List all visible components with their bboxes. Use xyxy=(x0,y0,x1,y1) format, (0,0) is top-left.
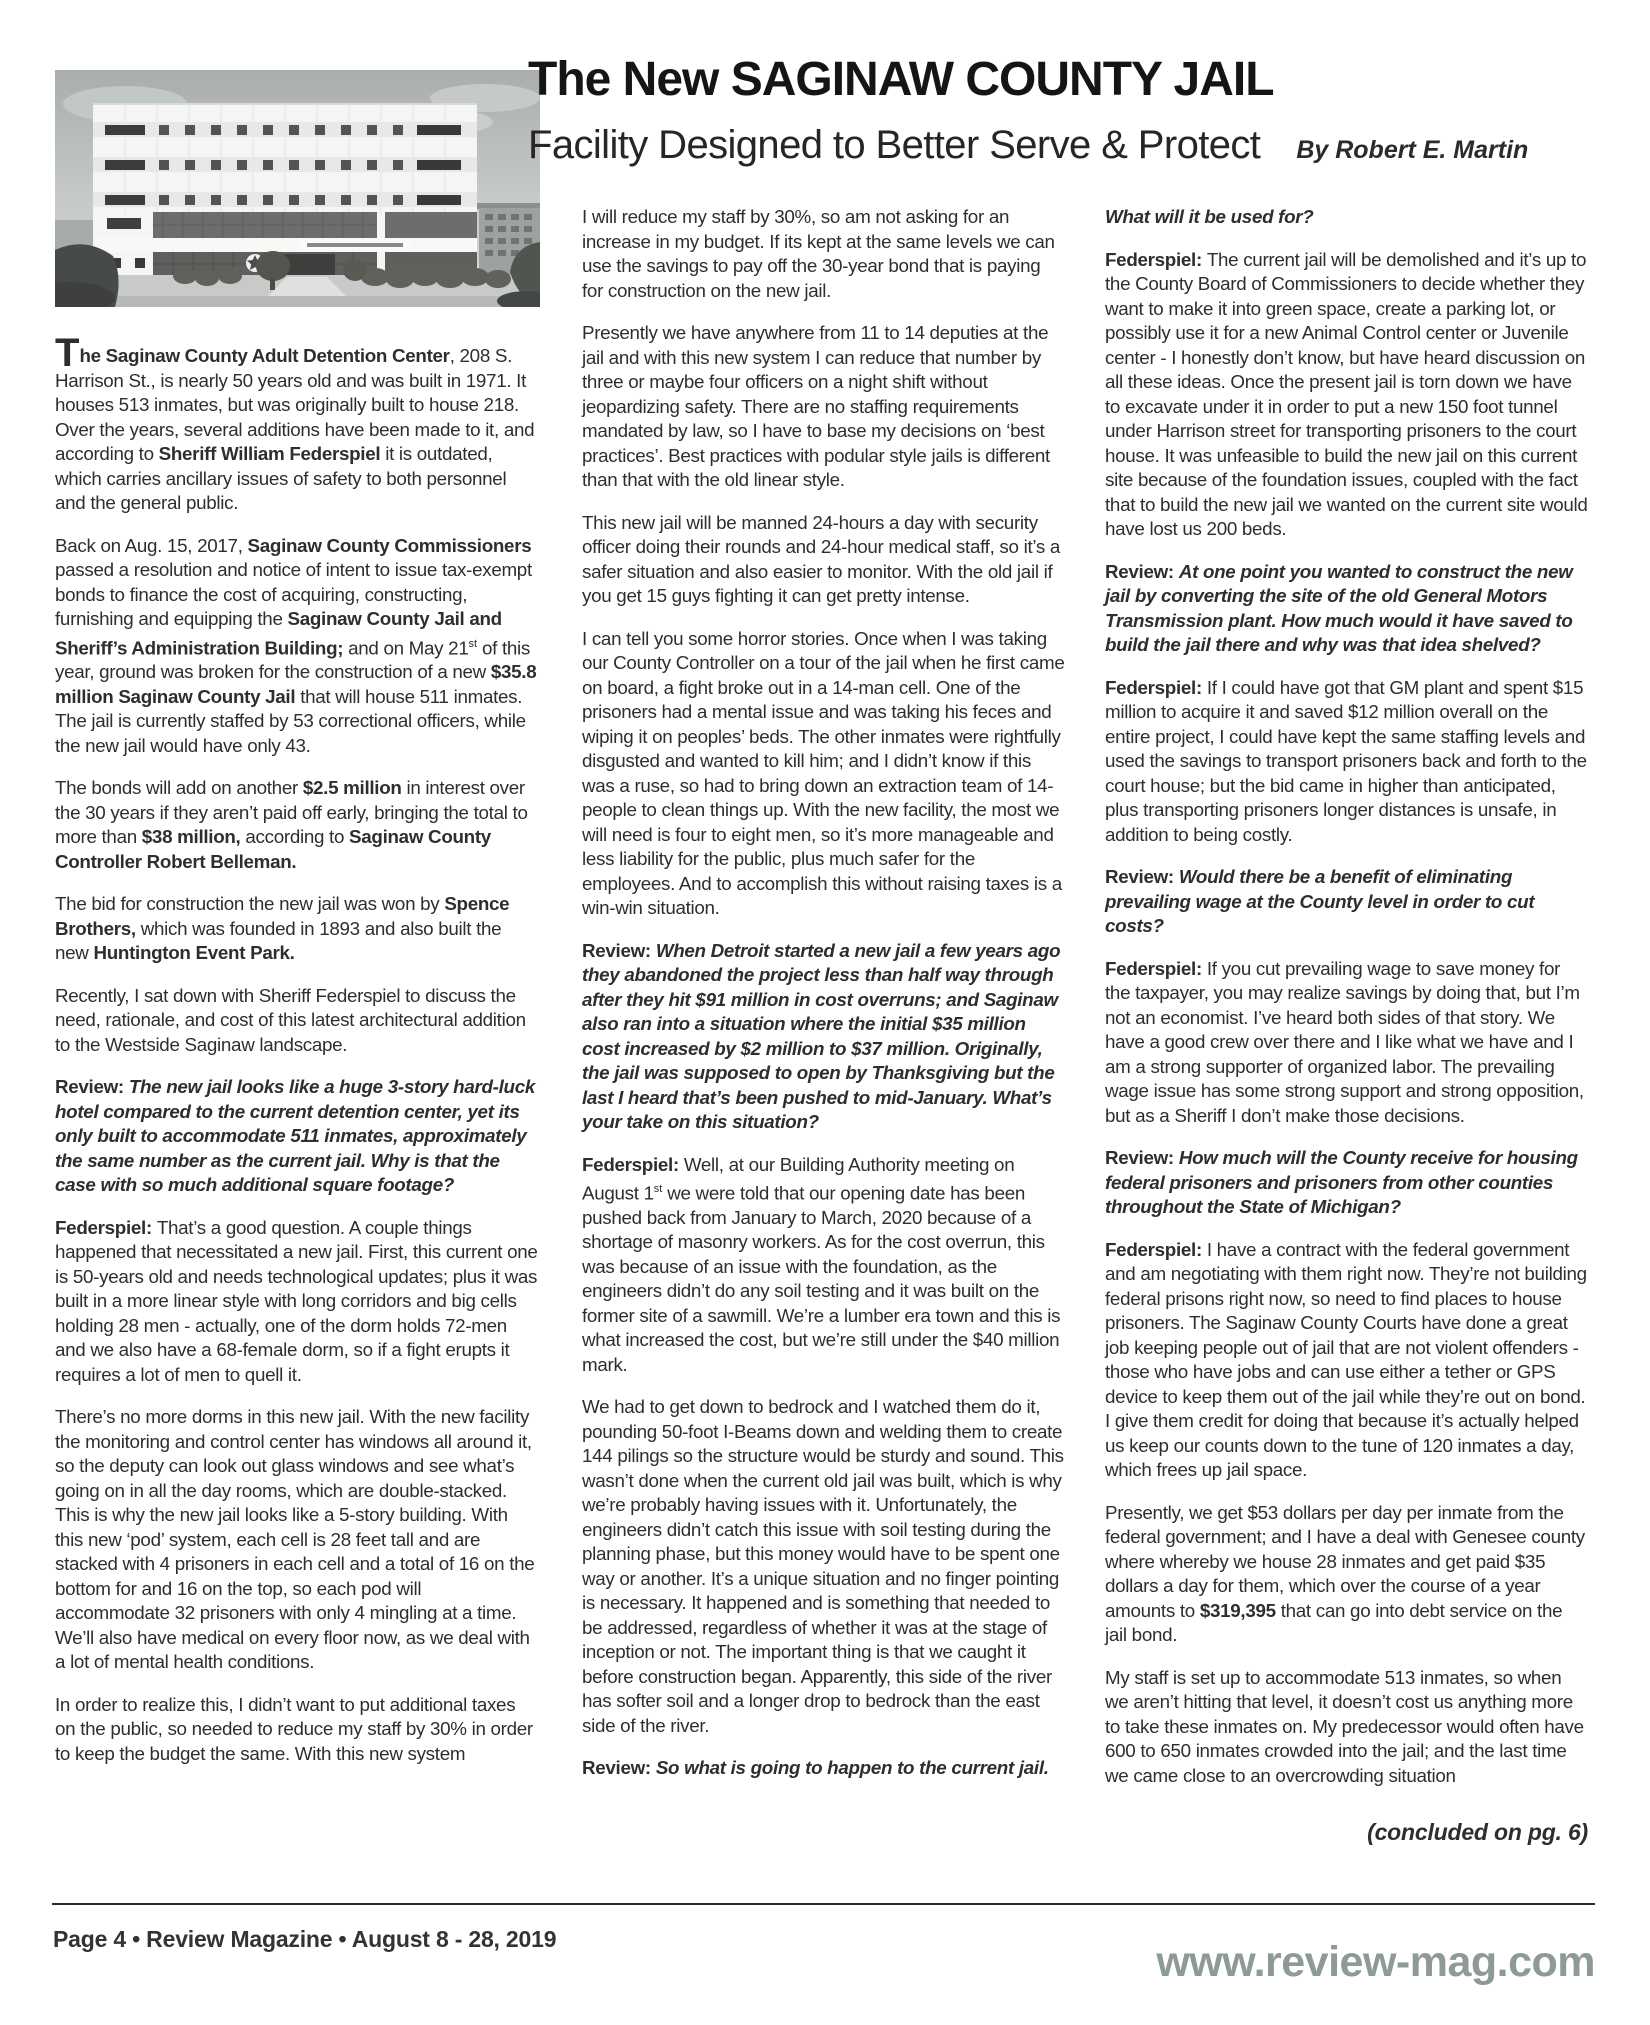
paragraph xyxy=(55,534,542,759)
text-segment: I will reduce my staff by 30%, so am not asking for an increase in my budget. If its kept at the same levels we can use the savings to pay off the 30-year bond that is paying for construction on the new jail. xyxy=(582,206,1060,301)
text-segment: The bid for construction the new jail was won by xyxy=(55,893,445,915)
text-segment: st xyxy=(468,637,478,650)
paragraph xyxy=(1105,248,1593,542)
paragraph xyxy=(1105,560,1588,658)
article-title: The New SAGINAW COUNTY JAIL xyxy=(528,53,1274,106)
text-segment: according to xyxy=(240,826,350,848)
text-segment: of this year, ground was broken for the construction of a new xyxy=(55,636,535,683)
text-segment: How much will the County receive for housing federal prisoners and prisoners from other counties throughout the State of Michigan? xyxy=(1105,1147,1583,1217)
paragraph xyxy=(55,331,540,516)
paragraph xyxy=(582,627,1070,921)
jail-rendering-image xyxy=(55,70,540,307)
article-header xyxy=(528,54,1608,168)
text-segment: Presently, we get $53 dollars per day per inmate from the federal government; and I have a deal with Genesee county where whereby we house 28 inmates and get paid $35 dollars a day for them, which over the course of a year amounts to xyxy=(1105,1501,1590,1621)
column-1 xyxy=(55,331,543,1784)
text-segment: Federspiel: xyxy=(1105,248,1207,270)
text-segment: If you cut prevailing wage to save money for the taxpayer, you may realize savings by doing that, but I’m not an economist. I’ve heard both sides of that story. We have a good crew over there and I like what we have and I am a strong supporter of organized labor. The prevailing wage issue has some strong support and strong opposition, but as a Sheriff I don’t make those decisions. xyxy=(1105,957,1589,1126)
building-photo xyxy=(55,70,540,307)
paragraph xyxy=(582,1395,1069,1738)
text-segment: I can tell you some horror stories. Once when I was taking our County Controller on a tour of the jail when he first came on board, a fight broke out in a 14-man cell. One of the prisoners had a mental issue and was taking his feces and wiping it on peoples’ beds. The other inmates were rightfully disgusted and wanted to kill him; and I didn’t know if this was a ruse, so had to bring down an extraction team of 14-people to clean things up. With the new facility, the most we will need is four to eight men, so it’s more manageable and less liability for the public, plus much safer for the employees. And to accomplish this without raising taxes is a win-win situation. xyxy=(582,627,1070,918)
text-segment: The new jail looks like a huge 3-story hard-luck hotel compared to the current detention center, yet its only built to accommodate 511 inmates, approximately the same number as the current jail. Why is that the case with so much additional square footage? xyxy=(55,1076,540,1196)
text-segment: T xyxy=(55,331,80,375)
text-segment: At one point you wanted to construct the new jail by converting the site of the old General Motors Transmission plant. How much would it have saved to build the jail there and why was that idea shelved? xyxy=(1105,560,1578,655)
text-segment: (concluded on pg. 6) xyxy=(1367,1819,1588,1845)
paragraph xyxy=(1105,957,1588,1129)
article-byline: By Robert E. Martin xyxy=(1296,135,1529,164)
text-segment: In order to realize this, I didn’t want to put additional taxes on the public, so needed to reduce my staff by 30% in order to keep the budget the same. With this new system xyxy=(55,1693,538,1764)
footer-page-info: Page 4 • Review Magazine • August 8 - 28, 2019 xyxy=(53,1926,557,1952)
text-segment: There’s no more dorms in this new jail. With the new facility the monitoring and control center has windows all around it, so the deputy can look out glass windows and see what’s going on in all the day rooms, which are double-stacked. This is why the new jail looks like a 5-story building. With this new ‘pod’ system, each cell is 28 feet tall and are stacked with 4 prisoners in each cell and a total of 16 on the bottom for and 16 on the top, so each pod will accommodate 32 prisoners with only 4 mingling at a time. We’ll also have medical on every floor now, as we deal with a lot of mental health conditions. xyxy=(55,1406,540,1673)
paragraph xyxy=(582,1153,1065,1378)
paragraph xyxy=(1105,676,1592,848)
text-segment: We had to get down to bedrock and I watched them do it, pounding 50-foot I-Beams down and welding them to create 144 pilings so the structure would be sturdy and sound. This wasn’t done when the current old jail was built, which is why we’re probably having issues with it. Unfortunately, the engineers didn’t catch this issue with soil testing during the planning phase, but this money would have to be spent one way or another. It’s a unique situation and no finger pointing is necessary. It happened and is something that needed to be addressed, regardless of whether it was at the stage of inception or not. The important thing is that we caught it before construction began. Apparently, this side of the river has softer soil and a longer drop to bedrock than the east side of the river. xyxy=(582,1396,1069,1736)
text-segment: Federspiel: xyxy=(1105,957,1207,979)
text-segment: Saginaw County Controller Robert Belleman. xyxy=(55,826,496,872)
text-segment: $38 million, xyxy=(141,826,241,848)
text-segment: Federspiel: xyxy=(1105,1238,1207,1260)
text-segment: he Saginaw County Adult Detention Center xyxy=(79,345,450,366)
text-segment: When Detroit started a new jail a few years ago they abandoned the project less than half way through after they hit $91 million in cost overruns; and Saginaw also ran into a situation where the initial $35 million cost increased by $2 million to $37 million. Originally, the jail was supposed to open by Thanksgiving but the last I heard that’s been pushed to mid-January. What’s your take on this situation? xyxy=(582,939,1066,1132)
text-segment: Federspiel: xyxy=(55,1216,157,1238)
text-segment: What will it be used for? xyxy=(1105,206,1314,227)
text-segment: So what is going to happen to the current jail. xyxy=(655,1757,1049,1779)
text-segment: This new jail will be manned 24-hours a day with security officer doing their rounds and 24-hour medical staff, so it’s a safer situation and also easier to monitor. With the old jail if you get 15 guys fighting it can get pretty intense. xyxy=(582,511,1065,606)
text-segment: Review: xyxy=(55,1076,129,1098)
text-segment: I have a contract with the federal government and am negotiating with them right now. They’re not building federal prisons right now, so need to find places to house prisoners. The Saginaw County Courts have done a great job keeping people out of jail that are not violent offenders - those who have jobs and can use either a tether or GPS device to keep them out of the jail while they’re out on bond. I give them credit for doing that because it’s actually helped us keep our counts down to the tune of 120 inmates a day, which frees up jail space. xyxy=(1105,1238,1592,1480)
text-segment: Saginaw County Commissioners xyxy=(247,534,532,556)
text-segment: Sheriff William Federspiel xyxy=(158,443,381,464)
text-segment: That’s a good question. A couple things happened that necessitated a new jail. First, this current one is 50-years old and needs technological updates; plus it was built in a more linear style with long corridors and big cells holding 28 men - actually, one of the dorm holds 72-men and we also have a 68-female dorm, so if a fight erupts it requires a lot of men to quell it. xyxy=(55,1216,543,1385)
text-segment: passed a resolution and notice of intent to issue tax-exempt bonds to finance the cost of acquiring, constructing, furnishing and equipping the xyxy=(55,534,537,629)
footer-website-link[interactable]: www.review-mag.com xyxy=(1156,1938,1595,1986)
text-segment: If I could have got that GM plant and spent $15 million to acquire it and saved $12 million overall on the entire project, I could have kept the same staffing levels and used the savings to transport prisoners back and forth to the court house; but the bid came in higher than anticipated, plus transporting prisoners longer distances is unsafe, in addition to being costly. xyxy=(1105,676,1592,845)
column-2 xyxy=(582,205,1070,1799)
text-segment: st xyxy=(653,1183,663,1195)
text-segment: My staff is set up to accommodate 513 inmates, so when we aren’t hitting that level, it doesn’t cost us anything more to take these inmates on. My predecessor would often have 600 to 650 inmates crowded into the jail; and the last time we came close to an overcrowding situation xyxy=(1105,1666,1589,1786)
text-segment: Saginaw County Jail and Sheriff’s Administration Building; xyxy=(55,608,507,658)
text-segment: which was founded in 1893 and also built the new xyxy=(55,917,507,964)
paragraph xyxy=(1105,1820,1588,1845)
text-segment: that can go into debt service on the jail bond. xyxy=(1105,1599,1568,1645)
text-segment: that will house 511 inmates. The jail is currently staffed by 53 correctional officers, while the new jail would have only 43. xyxy=(55,685,531,756)
text-segment: it is outdated, which carries ancillary issues of safety to both personnel and the general public. xyxy=(55,443,512,513)
text-segment: Federspiel: xyxy=(582,1153,684,1175)
text-segment: The current jail will be demolished and it’s up to the County Board of Commissioners to decide whether they want to make it into green space, create a parking lot, or possibly use it for a new Animal Control center or Juvenile center - I honestly don’t know, but have heard discussion on all these ideas. Once the present jail is torn down we have to excavate under it in order to put a new 150 foot tunnel under Harrison street for transporting prisoners to the court house. It was unfeasible to build the new jail on this current site because of the foundation issues, coupled with the fact that to build the new jail we wanted on the current site would have lost us 200 beds. xyxy=(1105,248,1593,539)
paragraph xyxy=(582,511,1065,609)
paragraph xyxy=(55,776,538,874)
text-segment: $35.8 million Saginaw County Jail xyxy=(55,661,542,707)
text-segment: Recently, I sat down with Sheriff Federspiel to discuss the need, rationale, and cost of this latest architectural addition to the Westside Saginaw landscape. xyxy=(55,984,531,1055)
text-segment: $2.5 million xyxy=(302,777,402,799)
text-segment: Back on Aug. 15, 2017, xyxy=(55,534,248,556)
text-segment: Review: xyxy=(1105,1147,1179,1168)
column-3 xyxy=(1105,205,1593,1863)
paragraph xyxy=(582,205,1065,303)
paragraph xyxy=(582,321,1065,493)
paragraph xyxy=(55,1075,538,1198)
paragraph xyxy=(582,939,1065,1135)
text-segment: The bonds will add on another xyxy=(55,777,303,799)
text-segment: Spence Brothers, xyxy=(55,893,515,939)
paragraph xyxy=(55,892,538,966)
text-segment: Would there be a benefit of eliminating prevailing wage at the County level in order to cut costs? xyxy=(1105,866,1540,936)
text-segment: Presently we have anywhere from 11 to 14 deputies at the jail and with this new system I can reduce that number by three or maybe four officers on a night shift without jeopardizing safety. There are no staffing requirements mandated by law, so I have to base my decisions on ‘best practices’. Best practices with podular style jails is different than that with the old linear style. xyxy=(582,322,1055,490)
paragraph xyxy=(1105,1238,1592,1483)
paragraph xyxy=(55,1216,543,1388)
paragraph xyxy=(1105,1666,1588,1789)
paragraph xyxy=(1105,1501,1588,1648)
text-segment: in interest over the 30 years if they aren’t paid off early, bringing the total to more than xyxy=(55,777,533,848)
paragraph xyxy=(55,984,538,1058)
paragraph xyxy=(1105,205,1588,230)
paragraph xyxy=(55,1693,538,1767)
footer-divider xyxy=(52,1903,1595,1905)
text-segment: , 208 S. Harrison St., is nearly 50 years old and was built in 1971. It houses 513 inmates, but was originally built to house 218. Over the years, several additions have been made to it, and according to xyxy=(55,345,540,464)
paragraph xyxy=(1105,865,1588,939)
article-subtitle: Facility Designed to Better Serve & Protect xyxy=(528,122,1261,167)
text-segment: and on May 21 xyxy=(343,636,469,658)
paragraph xyxy=(582,1756,1065,1781)
text-segment: Federspiel: xyxy=(1105,676,1207,698)
paragraph xyxy=(55,1405,538,1675)
paragraph xyxy=(1105,1146,1588,1220)
text-segment: Review: xyxy=(1105,866,1179,887)
article-subtitle-row xyxy=(528,123,1608,168)
text-segment: we were told that our opening date has been pushed back from January to March, 2020 because of a shortage of masonry workers. As for the cost overrun, this was because of an issue with the foundation, as the engineers didn’t do any soil testing and it was built on the former site of a sawmill. We’re a lumber era town and this is what increased the cost, but we’re still under the $40 million mark. xyxy=(582,1182,1066,1375)
text-segment: Review: xyxy=(582,939,656,961)
text-segment: Review: xyxy=(1105,560,1179,582)
text-segment: Review: xyxy=(582,1757,656,1779)
text-segment: $319,395 xyxy=(1199,1599,1276,1621)
text-segment: Huntington Event Park. xyxy=(93,942,295,964)
text-segment: Well, at our Building Authority meeting on August 1 xyxy=(582,1153,1019,1204)
